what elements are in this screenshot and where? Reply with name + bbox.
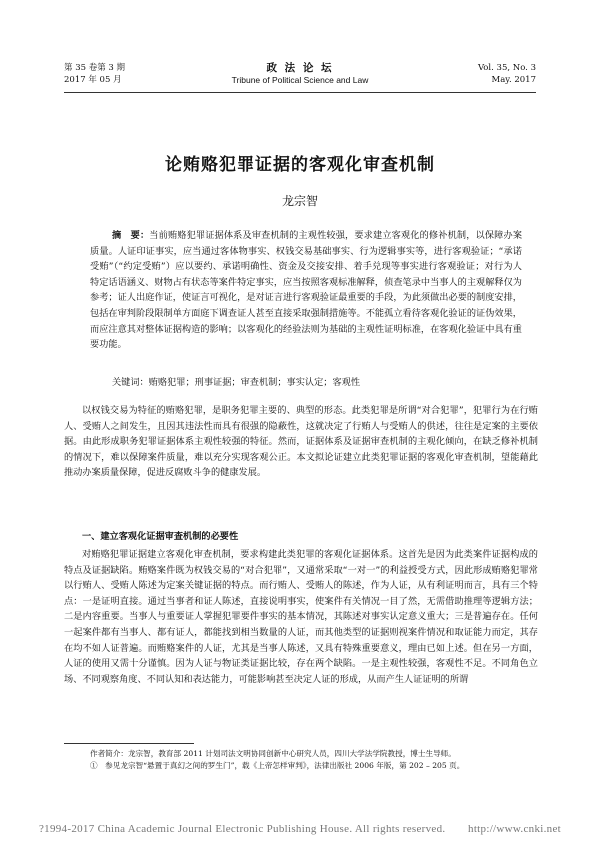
journal-volume-info-english xyxy=(478,62,536,86)
abstract xyxy=(90,228,522,353)
footnote-rule xyxy=(64,743,194,744)
keywords-text: 贿赂犯罪；刑事证据；审查机制；事实认定；客观性 xyxy=(148,377,361,388)
article-author: 龙宗智 xyxy=(281,194,318,208)
copyright-watermark: ?1994-2017 China Academic Journal Electronic Publishing House. All rights reserved. http://www.cnki.net xyxy=(38,823,562,835)
author-note: 作者简介：龙宗智，教育部 2011 计划司法文明协同创新中心研究人员，四川大学法学院教授，博士生导师。 xyxy=(90,749,456,758)
volume-issue: 第 35 卷第 3 期 xyxy=(64,63,126,73)
intro-paragraph: 以权钱交易为特征的贿赂犯罪，是职务犯罪主要的、典型的形态。此类犯罪是所谓“对合犯罪”，犯罪行为在行贿人、受贿人之间发生，且因其违法性而具有很强的隐蔽性，这就决定了行贿人与受贿人的供述，往往是定案的主要依据。由此形成职务犯罪证据体系主观性较强的特征。然而，证据体系及证据审查机制的主观化倾向，在缺乏修补机制的情况下，难以保障案件质量，难以充分实现客观公正。本文拟论证建立此类犯罪证据的客观化审查机制，望能藉此推动办案质量保障，促进反腐败斗争的健康发展。 xyxy=(64,405,538,479)
journal-title: 政 法 论 坛 xyxy=(266,62,334,74)
volume-issue-english: Vol. 35, No. 3 xyxy=(477,63,536,73)
section-paragraph: 对贿赂犯罪证据建立客观化审查机制，要求构建此类犯罪的客观化证据体系。这首先是因为此类案件证据构成的特点及证据缺陷。贿赂案件既为权钱交易的“对合犯罪”，又通常采取“一对一”的利益授受方式，因此形成贿赂犯罪常以行贿人、受贿人陈述为定案关键证据的特点。而行贿人、受贿人的陈述，作为人证，从有利证明而言，具有三个特点：一是证明直接。通过当事者和证人陈述，直接说明事实，使案件有关情况一目了然，无需借助推理等逻辑方法；二是内容重要。当事人与重要证人掌握犯罪要件事实的基本情况，其陈述对事实认定意义重大；三是普遍存在。任何一起案件都有当事人、都有证人，都能找到相当数量的人证，而其他类型的证据则视案件情况和取证能力而定，其存在均不如人证普遍。而贿赂案件的人证，尤其是当事人陈述，又具有特殊重要意义，理由已如上述。但在另一方面，人证的使用又需十分谨慎。因为人证与物证类证据比较，存在两个缺陷。一是主观性较强，客观性不足。不同角色立场、不同观察角度、不同认知和表达能力，可能影响甚至决定人证的形成，从而产生人证证明的所谓 xyxy=(64,549,538,685)
keywords xyxy=(90,375,522,390)
header-rule xyxy=(64,92,536,93)
journal-title-english: Tribune of Political Science and Law xyxy=(231,75,369,85)
section-heading: 一、建立客观化证据审查机制的必要性 xyxy=(82,531,239,542)
abstract-text: 当前贿赂犯罪证据体系及审查机制的主观性较强，要求建立客观化的修补机制，以保障办案质量。人证印证事实，应当通过客体物事实、权钱交易基础事实、行为逻辑事实等，进行客观验证；“承诺受贿”（“约定受贿”）应以要约、承诺明确性、资金及交接安排、着手兑现等事实进行客观验证；对行为人特定话语涵义、财物占有状态等案件特定事实，应当按照客观标准解释，侦查笔录中当事人的主观解释仅为参考；证人出庭作证，使证言可视化，是对证言进行客观验证最重要的手段，为此须做出必要的制度安排，包括在审判阶段限制单方面庭下调查证人甚至直接采取强制措施等。不能孤立看待客观化验证的证伪效果，而应注意其对整体证据构造的影响；以客观化的经验法则为基础的主观性证明标准，在客观化验证中具有重要功能。 xyxy=(90,230,523,351)
article-title: 论贿赂犯罪证据的客观化审查机制 xyxy=(165,155,435,175)
footnote-1: ① 参见龙宗智“悬置于真幻之间的罗生门”，载《上帝怎样审判》，法律出版社 2006 年版，第 202 – 205 页。 xyxy=(90,761,465,770)
publication-date-english: May. 2017 xyxy=(491,75,536,85)
abstract-label: 摘 要： xyxy=(112,230,150,241)
publication-date: 2017 年 05 月 xyxy=(64,75,122,85)
keywords-label: 关键词： xyxy=(112,377,149,388)
